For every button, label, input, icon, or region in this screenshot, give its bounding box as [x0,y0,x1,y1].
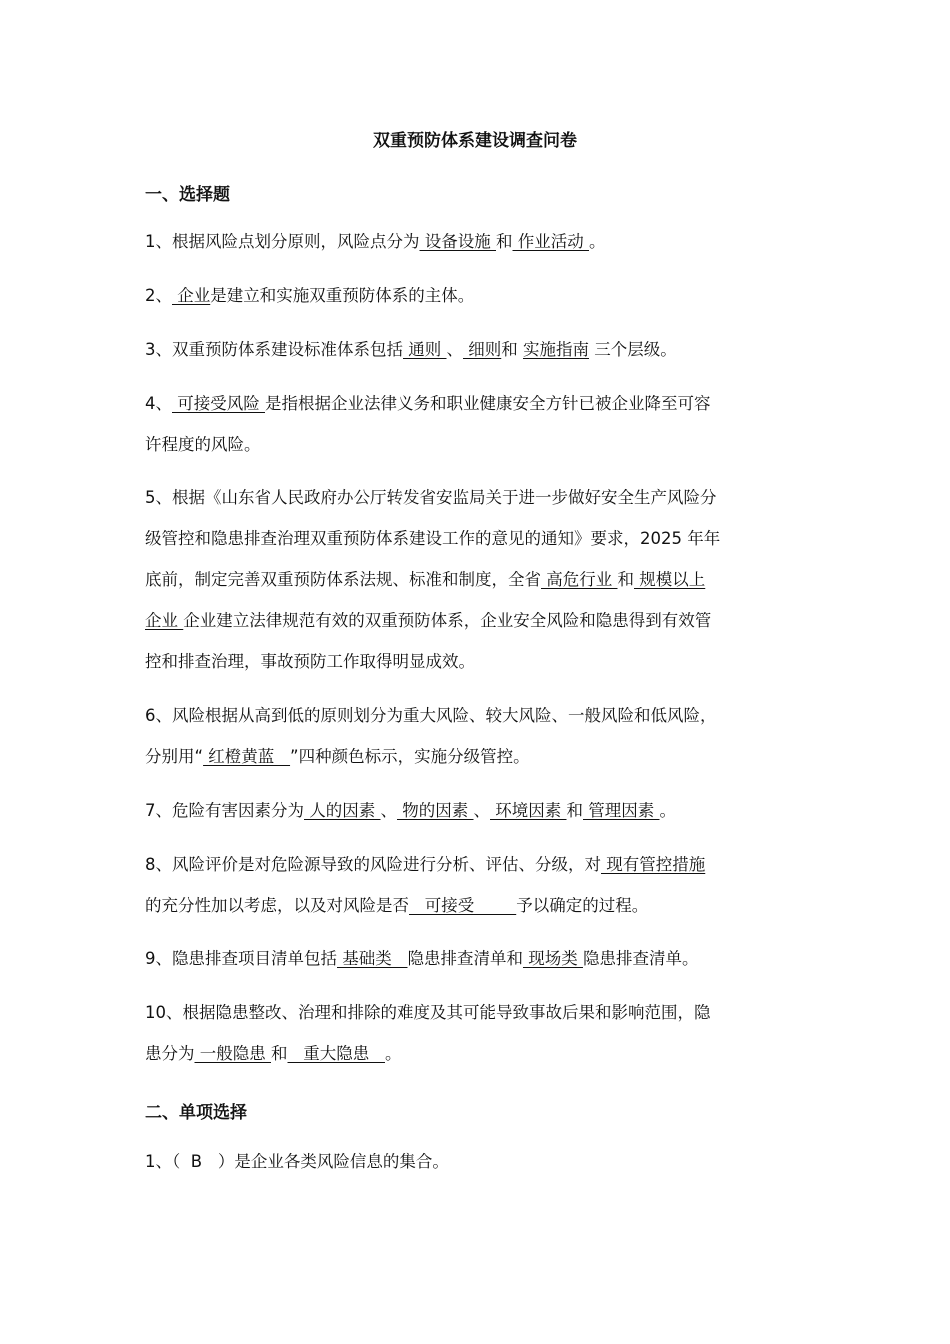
answer-blank: 可接受风险 [172,394,265,413]
answer-blank: 基础类 [337,949,408,968]
answer-blank: 一般隐患 [194,1044,271,1063]
question-5: 5、根据《山东省人民政府办公厅转发省安监局关于进一步做好安全生产风险分 级管控和隐患排查治理双重预防体系建设工作的意见的通知》要求，2025 年年 底前，制定完善双重预防体系法规、标准和制度，全省 高危行业 和 规模以上 企业 企业建立法律规范有效的双重预防体系，企业安全风险和隐患得到有效管 控和排查治理，事故预防工作取得明显成效。 [145,488,721,671]
answer-blank: 红橙黄蓝 [203,747,291,766]
question-2: 2、 企业是建立和实施双重预防体系的主体。 [145,286,475,305]
answer-blank: 作业活动 [512,232,589,251]
question-10: 10、根据隐患整改、治理和排除的难度及其可能导致事故后果和影响范围，隐 患分为 一般隐患 和 重大隐患 。 [145,1003,711,1063]
answer-blank: 可接受 [409,896,517,915]
question-7: 7、危险有害因素分为 人的因素 、 物的因素 、 环境因素 和 管理因素 。 [145,801,676,820]
answer-blank: 设备设施 [419,232,496,251]
section-heading-single-choice: 二、单项选择 [145,1103,247,1123]
question-9: 9、隐患排查项目清单包括 基础类 隐患排查清单和 现场类 隐患排查清单。 [145,949,699,968]
answer-blank: 细则 [463,340,502,359]
answer-blank: 企业 [172,286,211,305]
answer-blank: 规模以上 [634,570,706,589]
question-3: 3、双重预防体系建设标准体系包括 通则 、 细则和 实施指南 三个层级。 [145,340,677,359]
question-6: 6、风险根据从高到低的原则划分为重大风险、较大风险、一般风险和低风险， 分别用“ 红橙黄蓝 ”四种颜色标示，实施分级管控。 [145,706,717,766]
answer-blank: 现场类 [522,949,583,968]
question-4: 4、 可接受风险 是指根据企业法律义务和职业健康安全方针已被企业降至可容 许程度的风险。 [145,394,711,454]
answer-blank: 实施指南 [523,340,589,359]
answer-blank: 环境因素 [490,801,567,820]
single-choice-question-1: 1、（ B ）是企业各类风险信息的集合。 [145,1152,449,1171]
answer-letter: B [190,1152,203,1171]
answer-blank: 管理因素 [583,801,660,820]
page-title: 双重预防体系建设调查问卷 [373,131,577,151]
section-heading-choice: 一、选择题 [145,185,230,205]
answer-blank: 现有管控措施 [601,855,706,874]
answer-blank: 人的因素 [304,801,381,820]
answer-blank: 通则 [403,340,447,359]
question-1: 1、根据风险点划分原则，风险点分为 设备设施 和 作业活动 。 [145,232,606,251]
answer-blank: 高危行业 [541,570,618,589]
answer-blank: 物的因素 [397,801,474,820]
question-8: 8、风险评价是对危险源导致的风险进行分析、评估、分级，对 现有管控措施 的充分性加以考虑，以及对风险是否 可接受 予以确定的过程。 [145,855,706,915]
answer-blank: 重大隐患 [287,1044,385,1063]
answer-blank: 企业 [145,611,184,630]
